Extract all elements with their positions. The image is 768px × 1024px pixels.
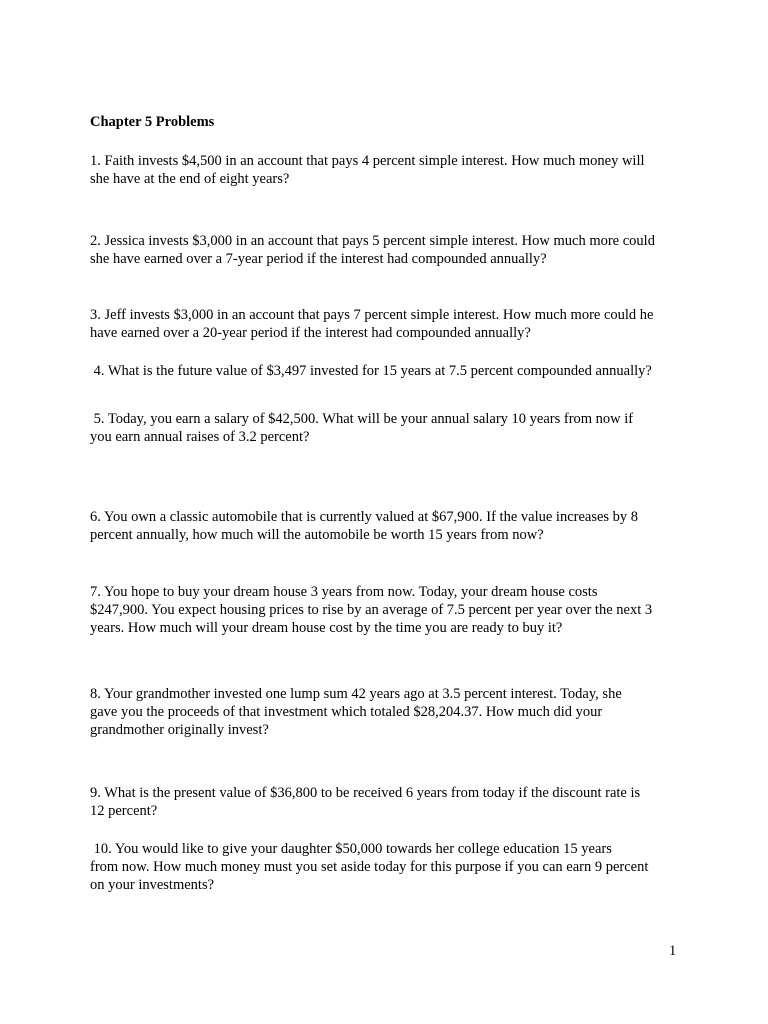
- problem-2-line-1: 2. Jessica invests $3,000 in an account that pays 5 percent simple interest. How much more could: [90, 233, 655, 249]
- problem-2-line-2: she have earned over a 7-year period if the interest had compounded annually?: [90, 251, 547, 267]
- problem-8: [90, 685, 690, 739]
- problem-1: [90, 152, 690, 188]
- problem-6-line-1: 6. You own a classic automobile that is currently valued at $67,900. If the value increases by 8: [90, 509, 639, 525]
- problem-4: [90, 362, 690, 380]
- problem-10-line-2: from now. How much money must you set aside today for this purpose if you can earn 9 percent: [90, 859, 649, 875]
- problem-10-line-3: on your investments?: [90, 877, 215, 893]
- problem-3-line-2: have earned over a 20-year period if the interest had compounded annually?: [90, 325, 531, 341]
- problem-4-line-1: 4. What is the future value of $3,497 invested for 15 years at 7.5 percent compounded annually?: [90, 363, 652, 379]
- problem-9-line-2: 12 percent?: [90, 803, 158, 819]
- problem-7-line-2: $247,900. You expect housing prices to rise by an average of 7.5 percent per year over the next 3: [90, 602, 653, 618]
- problem-8-line-1: 8. Your grandmother invested one lump sum 42 years ago at 3.5 percent interest. Today, she: [90, 686, 622, 702]
- problem-5-line-2: you earn annual raises of 3.2 percent?: [90, 429, 310, 445]
- problem-8-line-2: gave you the proceeds of that investment which totaled $28,204.37. How much did your: [90, 704, 603, 720]
- problem-7-line-1: 7. You hope to buy your dream house 3 years from now. Today, your dream house costs: [90, 584, 598, 600]
- problem-5: [90, 410, 690, 446]
- chapter-heading: Chapter 5 Problems: [90, 114, 215, 130]
- problem-1-line-1: 1. Faith invests $4,500 in an account that pays 4 percent simple interest. How much money will: [90, 153, 645, 169]
- problem-5-line-1: 5. Today, you earn a salary of $42,500. What will be your annual salary 10 years from now if: [90, 411, 634, 427]
- problem-3: [90, 306, 690, 342]
- problem-9-line-1: 9. What is the present value of $36,800 to be received 6 years from today if the discount rate is: [90, 785, 641, 801]
- problem-1-line-2: she have at the end of eight years?: [90, 171, 290, 187]
- problem-8-line-3: grandmother originally invest?: [90, 722, 269, 738]
- problem-7: [90, 583, 690, 637]
- problem-2: [90, 232, 690, 268]
- problem-10: [90, 840, 690, 894]
- page-number: 1: [669, 943, 677, 959]
- problem-7-line-3: years. How much will your dream house cost by the time you are ready to buy it?: [90, 620, 563, 636]
- problem-9: [90, 784, 690, 820]
- problem-10-line-1: 10. You would like to give your daughter $50,000 towards her college education 15 years: [90, 841, 612, 857]
- problem-3-line-1: 3. Jeff invests $3,000 in an account that pays 7 percent simple interest. How much more could he: [90, 307, 654, 323]
- problem-6-line-2: percent annually, how much will the automobile be worth 15 years from now?: [90, 527, 544, 543]
- problem-6: [90, 508, 690, 544]
